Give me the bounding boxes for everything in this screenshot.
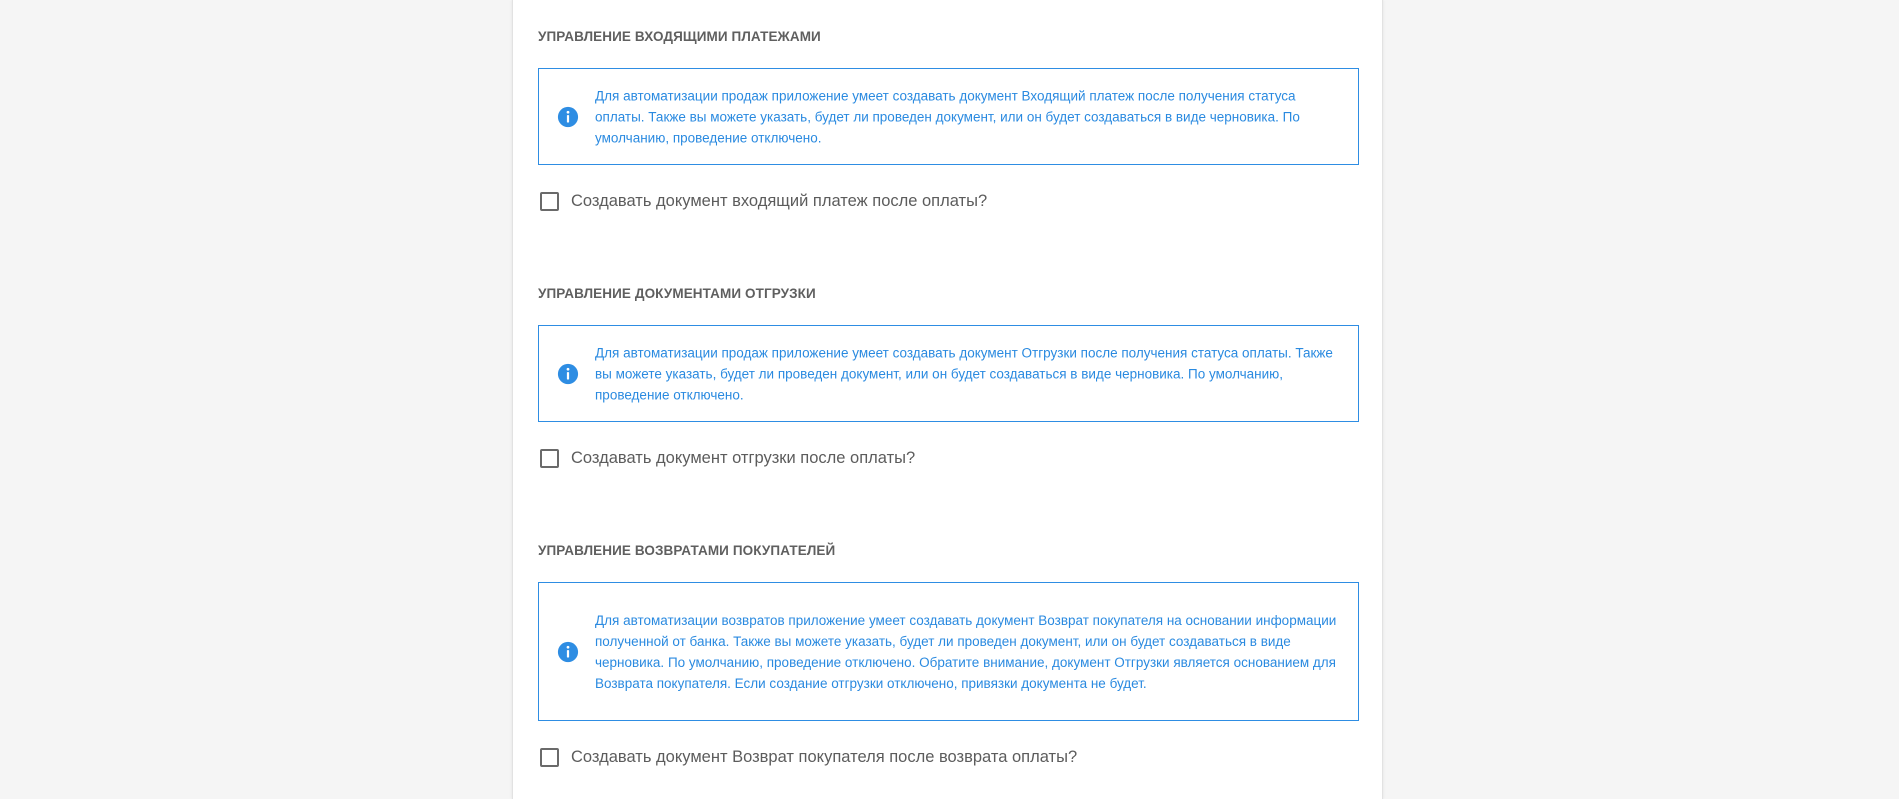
info-icon — [557, 641, 579, 663]
create-customer-return-checkbox-row[interactable] — [538, 744, 1077, 770]
section-title: УПРАВЛЕНИЕ ВХОДЯЩИМИ ПЛАТЕЖАМИ — [538, 29, 821, 44]
checkbox-label[interactable]: Создавать документ входящий платеж после оплаты? — [571, 191, 988, 210]
info-box — [538, 68, 1359, 165]
create-customer-return-checkbox[interactable] — [540, 748, 559, 767]
settings-panel — [512, 0, 1383, 799]
info-icon — [557, 363, 579, 385]
create-incoming-payment-checkbox[interactable] — [540, 192, 559, 211]
info-box — [538, 325, 1359, 422]
info-box — [538, 582, 1359, 721]
info-text: Для автоматизации продаж приложение умеет создавать документ Входящий платеж после получения статуса оплаты. Также вы можете указать, будет ли проведен документ, или он будет создаваться в виде черновика. По умолчанию, проведение отключено. — [595, 88, 1300, 145]
checkbox-label[interactable]: Создавать документ отгрузки после оплаты? — [571, 448, 916, 467]
info-text: Для автоматизации продаж приложение умеет создавать документ Отгрузки после получения статуса оплаты. Также вы можете указать, будет ли проведен документ, или он будет создаваться в виде черновика. По умолчанию, проведение отключено. — [595, 345, 1333, 402]
section-title: УПРАВЛЕНИЕ ВОЗВРАТАМИ ПОКУПАТЕЛЕЙ — [538, 543, 836, 558]
checkbox-label[interactable]: Создавать документ Возврат покупателя после возврата оплаты? — [571, 747, 1078, 766]
create-shipment-checkbox-row[interactable] — [538, 445, 915, 471]
info-icon — [557, 106, 579, 128]
create-shipment-checkbox[interactable] — [540, 449, 559, 468]
info-text: Для автоматизации возвратов приложение умеет создавать документ Возврат покупателя на основании информации полученной от банка. Также вы можете указать, будет ли проведен документ, или он будет создаваться в виде черновика. По умолчанию, проведение отключено. Обратите внимание, документ Отгрузки является основанием для Возврата покупателя. Если создание отгрузки отключено, привязки документа не будет. — [595, 612, 1337, 691]
section-title: УПРАВЛЕНИЕ ДОКУМЕНТАМИ ОТГРУЗКИ — [538, 286, 816, 301]
create-incoming-payment-checkbox-row[interactable] — [538, 188, 987, 214]
